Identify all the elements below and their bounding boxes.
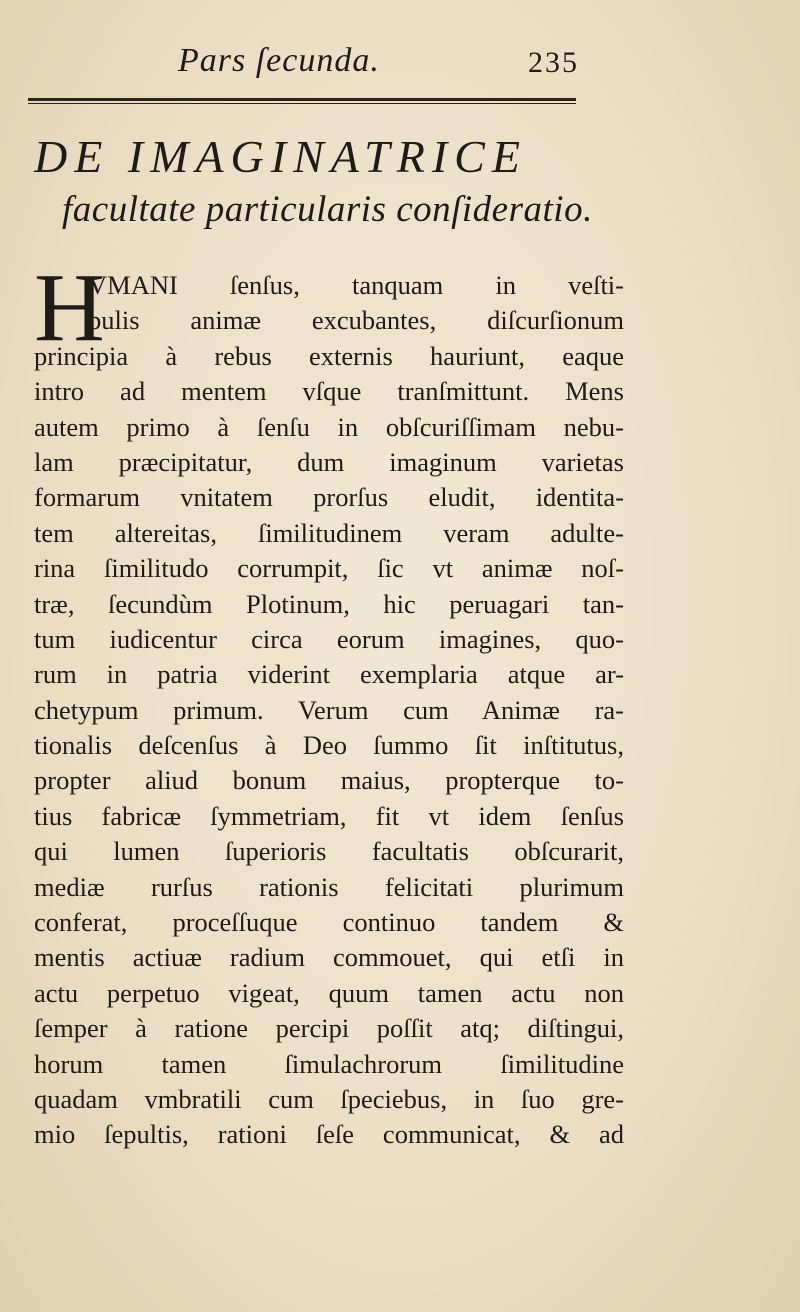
text-line: mentis actiuæ radium commouet, qui etſi in	[34, 942, 624, 973]
text-line: rum in patria viderint exemplaria atque ar-	[34, 659, 624, 690]
text-line: mio ſepultis, rationi ſeſe communicat, & ad	[34, 1119, 624, 1150]
text-line: autem primo à ſenſu in obſcuriſſimam nebu-	[34, 411, 624, 442]
drop-initial: H	[34, 254, 105, 362]
chapter-heading: DE IMAGINATRICE	[34, 131, 527, 182]
text-line: rina ſimilitudo corrumpit, ſic vt animæ noſ-	[34, 553, 624, 584]
text-line: træ, ſecundùm Plotinum, hic peruagari tan-	[34, 588, 624, 619]
text-line: horum tamen ſimulachrorum ſimilitudine	[34, 1048, 624, 1079]
running-title: Pars ſecunda.	[178, 42, 380, 79]
page-number: 235	[528, 46, 579, 79]
body-text	[34, 254, 624, 1153]
text-line: tionalis deſcenſus à Deo ſummo ſit inſtitutus,	[34, 730, 624, 761]
text-line: mediæ rurſus rationis felicitati plurimum	[34, 871, 624, 902]
running-head	[0, 20, 800, 80]
text-line: intro ad mentem vſque tranſmittunt. Mens	[34, 376, 624, 407]
text-line: conferat, proceſſuque continuo tandem &	[34, 907, 624, 938]
text-line: VMANI ſenſus, tanquam in veſti-	[88, 270, 624, 300]
text-line: ſemper à ratione percipi poſſit atq; diſtingui,	[34, 1013, 624, 1044]
text-line: qui lumen ſuperioris facultatis obſcurarit,	[34, 836, 624, 867]
text-line: propter aliud bonum maius, propterque to-	[34, 765, 624, 796]
chapter-subheading: facultate particularis conſideratio.	[62, 189, 593, 230]
text-line: chetypum primum. Verum cum Animæ ra-	[34, 694, 624, 725]
text-line: bulis animæ excubantes, diſcurſionum	[88, 305, 624, 336]
header-rule	[28, 98, 576, 104]
text-line: quadam vmbratili cum ſpeciebus, in ſuo gre-	[34, 1083, 624, 1114]
text-line: formarum vnitatem prorſus eludit, identita-	[34, 482, 624, 513]
text-line: actu perpetuo vigeat, quum tamen actu non	[34, 977, 624, 1008]
text-line: principia à rebus externis hauriunt, eaque	[34, 340, 624, 371]
text-line: tem altereitas, ſimilitudinem veram adulte-	[34, 517, 624, 548]
text-line: tius fabricæ ſymmetriam, fit vt idem ſenſus	[34, 800, 624, 831]
text-line: lam præcipitatur, dum imaginum varietas	[34, 446, 624, 477]
text-line: tum iudicentur circa eorum imagines, quo-	[34, 623, 624, 654]
